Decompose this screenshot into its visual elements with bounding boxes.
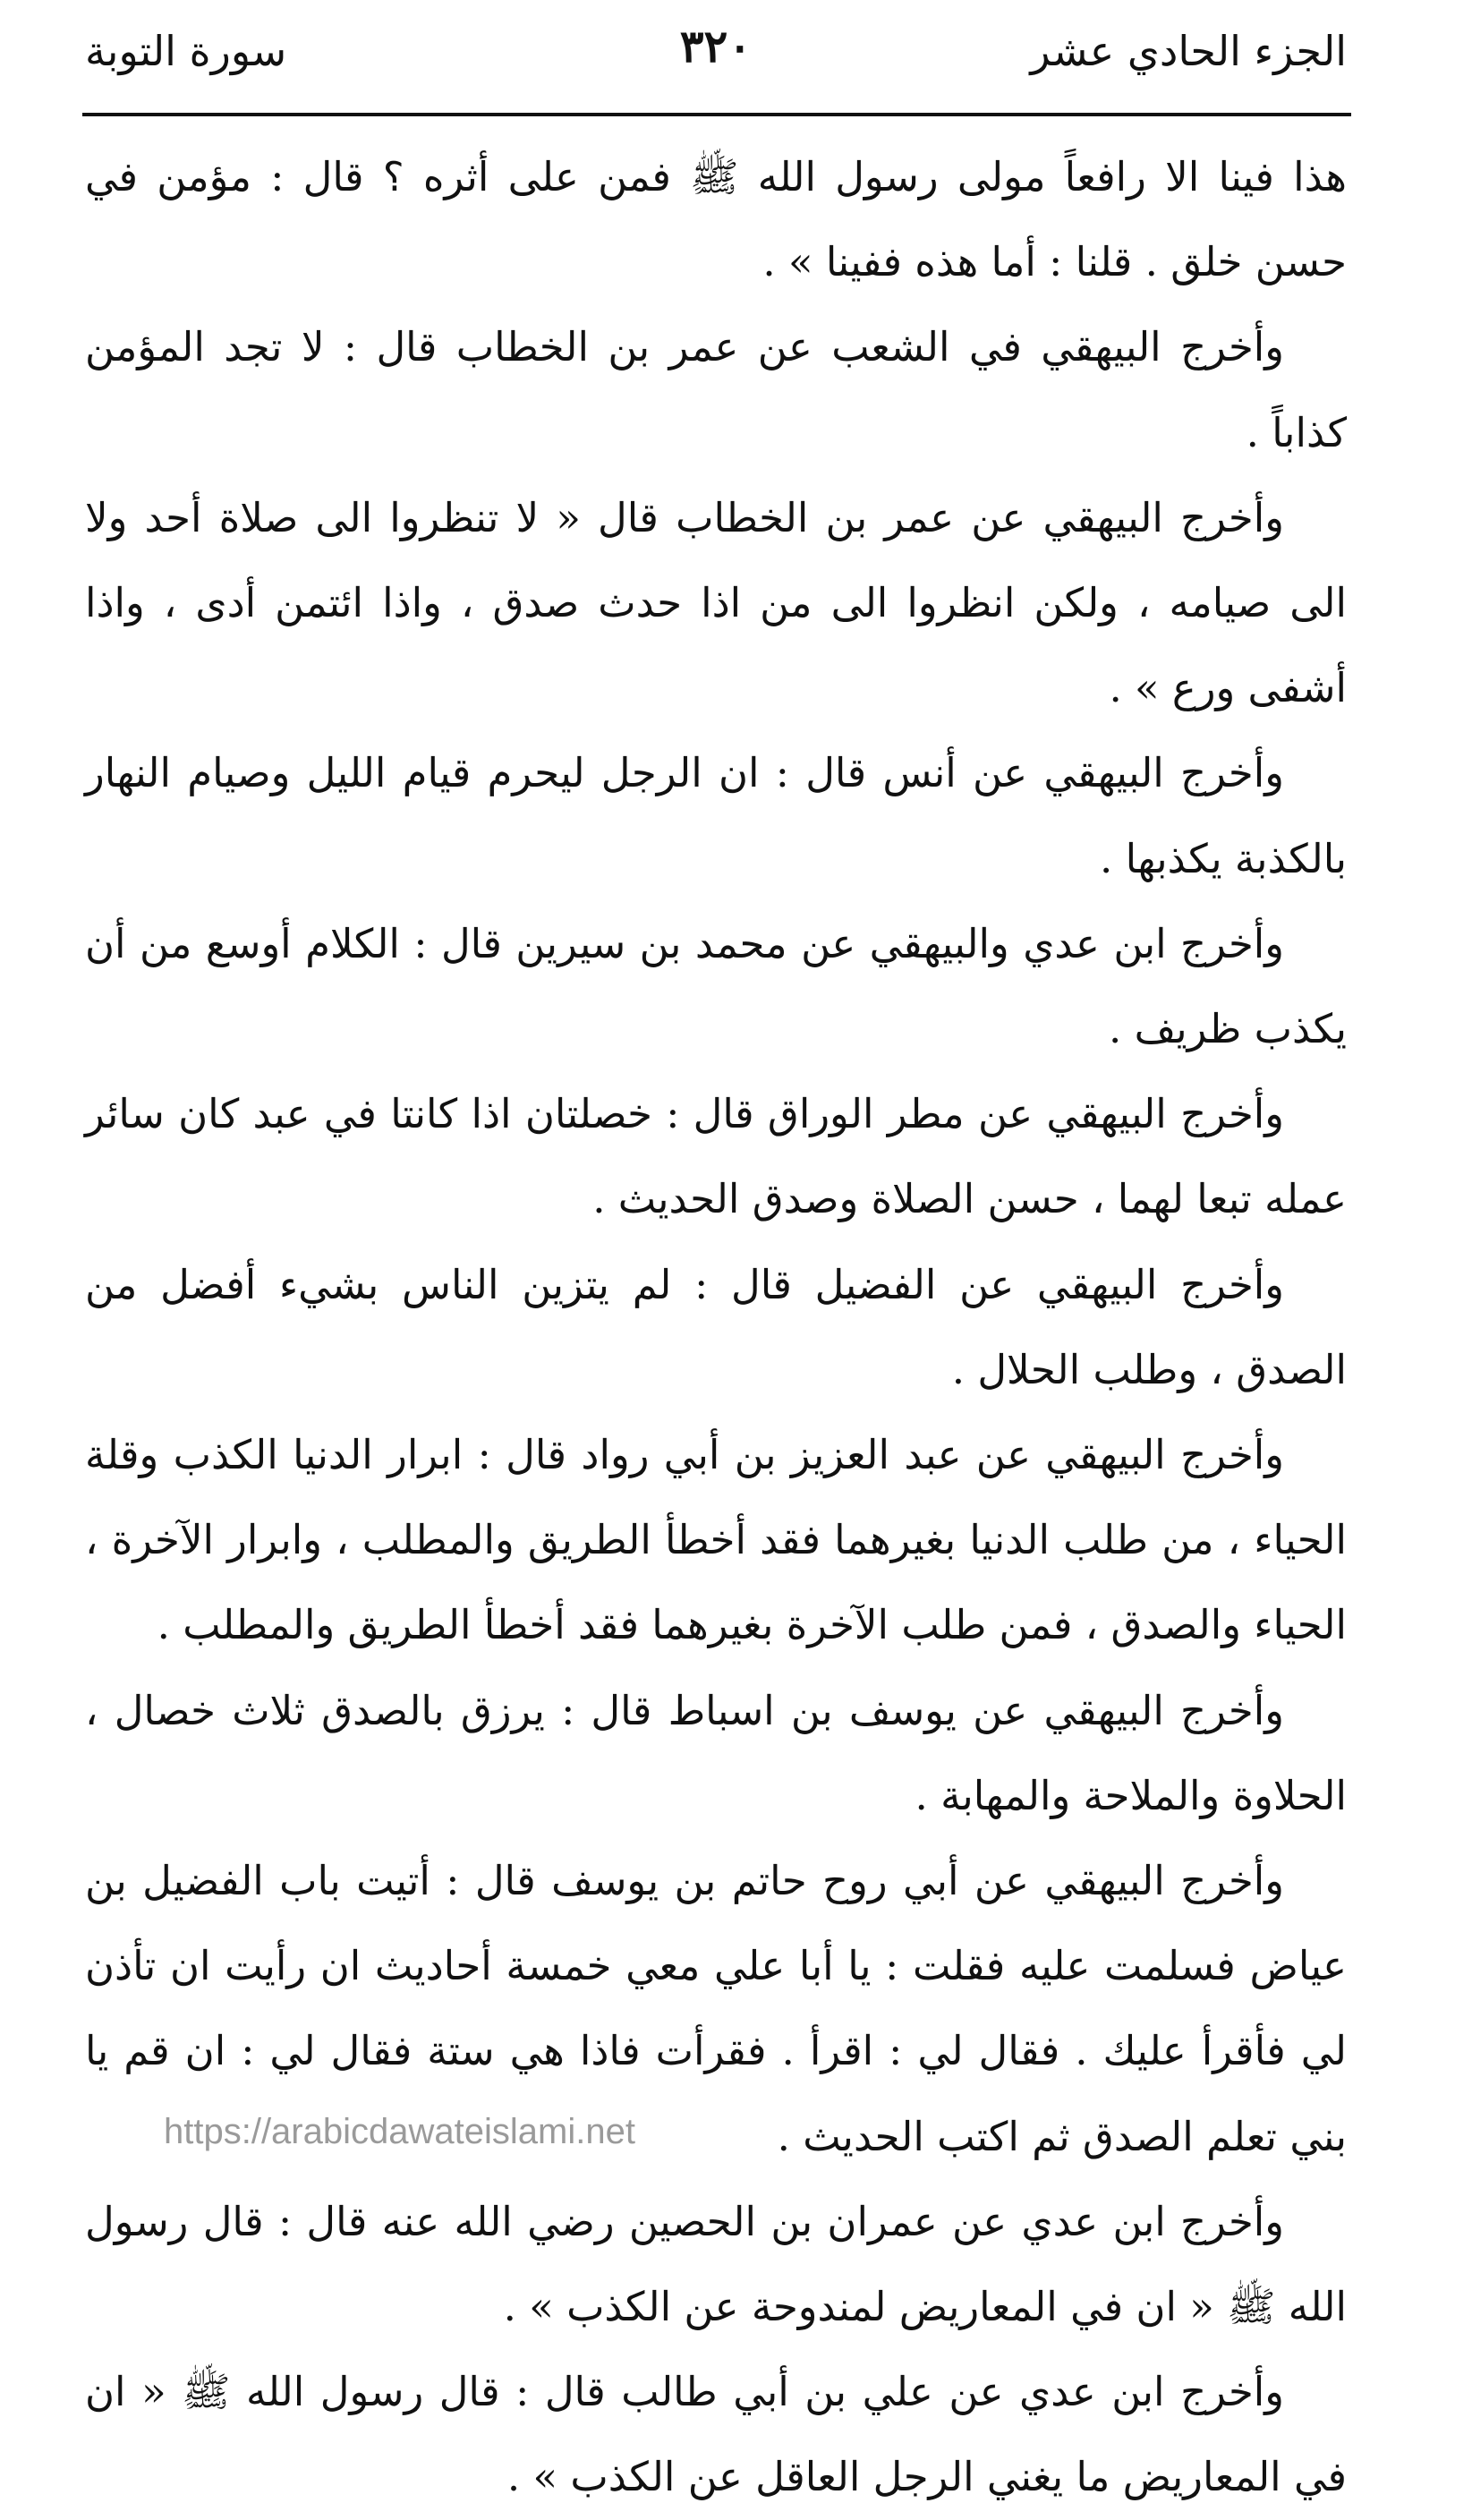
page-header <box>85 20 1347 91</box>
paragraph: وأخرج البيهقي عن الفضيل قال : لم يتزين الناس بشيء أفضل من الصدق ، وطلب الحلال . <box>85 1260 1347 1393</box>
surah-title: سورة التوبة <box>85 27 287 75</box>
paragraph: هذا فينا الا رافعاً مولى رسول الله ﷺ فمن على أثره ؟ قال : مؤمن في حسن خلق . قلنا : أما هذه ففينا » . <box>85 153 1347 286</box>
paragraph: وأخرج البيهقي عن يوسف بن اسباط قال : يرزق بالصدق ثلاث خصال ، الحلاوة والملاحة والمهابة . <box>85 1686 1347 1819</box>
paragraph: وأخرج البيهقي عن عمر بن الخطاب قال « لا تنظروا الى صلاة أحد ولا الى صيامه ، ولكن انظروا الى من اذا حدث صدق ، واذا ائتمن أدى ، واذا أشفى ورع » . <box>85 493 1347 712</box>
paragraph: وأخرج البيهقي عن مطر الوراق قال : خصلتان اذا كانتا في عبد كان سائر عمله تبعا لهما ، حسن الصلاة وصدق الحديث . <box>85 1090 1347 1223</box>
watermark-url: https://arabicdawateislami.net <box>164 2112 635 2151</box>
paragraph: وأخرج ابن عدي عن علي بن أبي طالب قال : قال رسول الله ﷺ « ان في المعاريض ما يغني الرجل العاقل عن الكذب » . <box>85 2368 1347 2501</box>
paragraph: وأخرج ابن عدي عن عمران بن الحصين رضي الله عنه قال : قال رسول الله ﷺ « ان في المعاريض لمندوحة عن الكذب » . <box>85 2197 1347 2331</box>
paragraph: وأخرج ابن عدي والبيهقي عن محمد بن سيرين قال : الكلام أوسع من أن يكذب ظريف . <box>85 919 1347 1053</box>
paragraph: وأخرج البيهقي عن أبي روح حاتم بن يوسف قال : أتيت باب الفضيل بن عياض فسلمت عليه فقلت : يا أبا علي معي خمسة أحاديث ان رأيت ان تأذن لي فأقرأ عليك . فقال لي : اقرأ . فقرأت فاذا هي ستة فقال لي : ان قم يا بني تعلم الصدق ثم اكتب الحديث . <box>85 1857 1347 2160</box>
header-divider <box>82 113 1351 116</box>
page-number: ٣٢٠ <box>679 20 753 72</box>
paragraph: وأخرج البيهقي عن عبد العزيز بن أبي رواد قال : ابرار الدنيا الكذب وقلة الحياء ، من طلب الدنيا بغيرهما فقد أخطأ الطريق والمطلب ، وابرار الآخرة ، الحياء والصدق ، فمن طلب الآخرة بغيرهما فقد أخطأ الطريق والمطلب . <box>85 1431 1347 1649</box>
paragraph: وأخرج البيهقي في الشعب عن عمر بن الخطاب قال : لا تجد المؤمن كذاباً . <box>85 323 1347 456</box>
juz-title: الجزء الحادي عشر <box>1030 27 1347 75</box>
page-body <box>85 134 1347 2520</box>
paragraph: وأخرج البيهقي عن أنس قال : ان الرجل ليحرم قيام الليل وصيام النهار بالكذبة يكذبها . <box>85 749 1347 882</box>
